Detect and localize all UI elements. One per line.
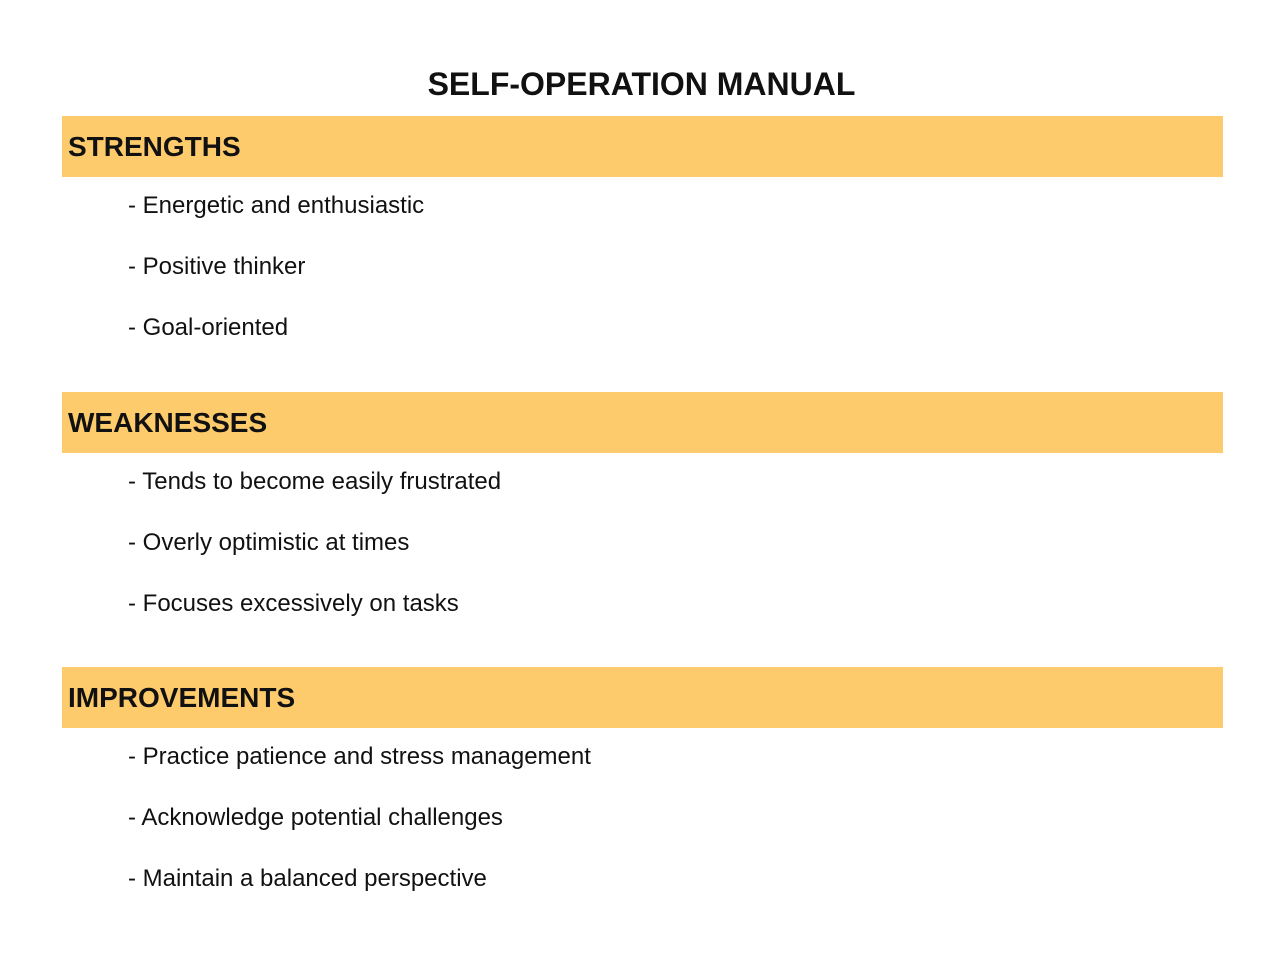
list-item: - Tends to become easily frustrated — [128, 468, 502, 495]
weaknesses-list — [128, 452, 501, 635]
list-item: - Maintain a balanced perspective — [128, 865, 487, 892]
list-item: - Goal-oriented — [128, 314, 289, 341]
section-header-weaknesses — [62, 392, 1223, 453]
list-item: - Positive thinker — [128, 253, 306, 280]
section-header-improvements — [62, 667, 1223, 728]
section-heading: WEAKNESSES — [68, 406, 268, 438]
section-heading: STRENGTHS — [68, 130, 241, 162]
list-item: - Energetic and enthusiastic — [128, 192, 425, 219]
list-item: - Overly optimistic at times — [128, 529, 410, 556]
page-title: SELF-OPERATION MANUAL — [427, 66, 856, 102]
strengths-list — [128, 176, 424, 359]
list-item: - Focuses excessively on tasks — [128, 590, 459, 617]
list-item: - Acknowledge potential challenges — [128, 804, 503, 831]
section-heading: IMPROVEMENTS — [68, 681, 296, 713]
improvements-list — [128, 727, 591, 910]
list-item: - Practice patience and stress management — [128, 743, 591, 770]
section-header-strengths — [62, 116, 1223, 177]
